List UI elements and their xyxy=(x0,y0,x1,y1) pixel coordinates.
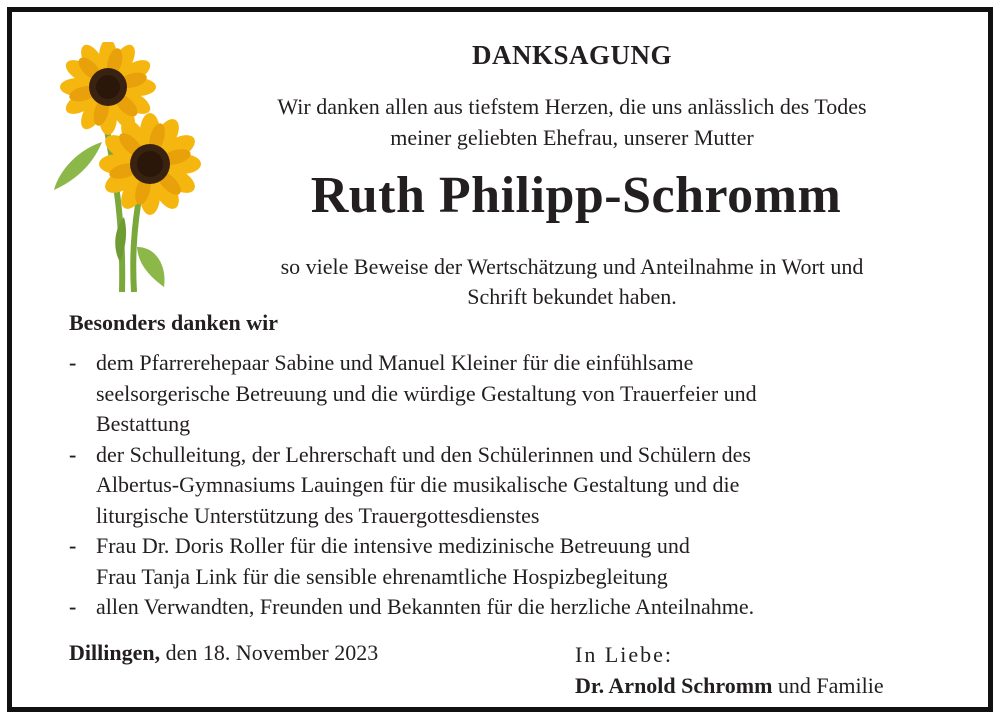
list-item xyxy=(69,440,969,532)
deceased-name: Ruth Philipp-Schromm xyxy=(310,167,842,224)
list-line: seelsorgerische Betreuung und die würdige Gestaltung von Trauerfeier und xyxy=(96,380,757,406)
list-dash: - xyxy=(69,441,77,467)
list-line: Frau Dr. Doris Roller für die intensive medizinische Betreuung und xyxy=(96,533,690,558)
list-line: Frau Tanja Link für die sensible ehrenamtliche Hospizbegleitung xyxy=(96,563,668,589)
obituary-card xyxy=(7,7,993,712)
list-dash: - xyxy=(69,350,77,375)
sunflower-top xyxy=(60,42,156,135)
list-line: der Schulleitung, der Lehrerschaft und den Schülerinnen und Schülern des xyxy=(96,441,751,467)
list-item xyxy=(69,531,969,592)
intro-line: Wir danken allen aus tiefstem Herzen, die uns anlässlich des Todes xyxy=(277,94,867,119)
list-line: liturgische Unterstützung des Trauergottesdienstes xyxy=(96,502,540,528)
after-line: so viele Beweise der Wertschätzung und Anteilnahme in Wort und xyxy=(280,254,864,279)
list-line: dem Pfarrerehepaar Sabine und Manuel Kleiner für die einfühlsame xyxy=(96,350,694,375)
list-dash: - xyxy=(69,533,77,558)
special-thanks-heading: Besonders danken wir xyxy=(69,310,279,335)
closing: In Liebe: xyxy=(575,642,674,667)
after-text xyxy=(202,252,942,312)
heading: DANKSAGUNG xyxy=(471,40,672,70)
after-line: Schrift bekundet haben. xyxy=(467,284,677,309)
signer-suffix: und Familie xyxy=(772,673,884,698)
signer-line xyxy=(575,670,884,701)
list-line: Bestattung xyxy=(96,411,191,436)
list-dash: - xyxy=(69,594,77,619)
list-line: Albertus-Gymnasiums Lauingen für die musikalische Gestaltung und die xyxy=(96,472,740,497)
city: Dillingen, xyxy=(69,640,161,665)
place-date xyxy=(69,640,378,666)
sunflower-icon xyxy=(42,42,202,302)
intro-line: meiner geliebten Ehefrau, unserer Mutter xyxy=(390,125,754,150)
intro-text xyxy=(202,91,942,153)
list-line: allen Verwandten, Freunden und Bekannten für die herzliche Anteilnahme. xyxy=(96,594,755,619)
date: den 18. November 2023 xyxy=(160,640,379,665)
thanks-list xyxy=(69,348,969,623)
signature-block xyxy=(575,639,884,701)
list-item xyxy=(69,592,969,623)
list-item xyxy=(69,348,969,440)
signer-name: Dr. Arnold Schromm xyxy=(575,673,773,698)
